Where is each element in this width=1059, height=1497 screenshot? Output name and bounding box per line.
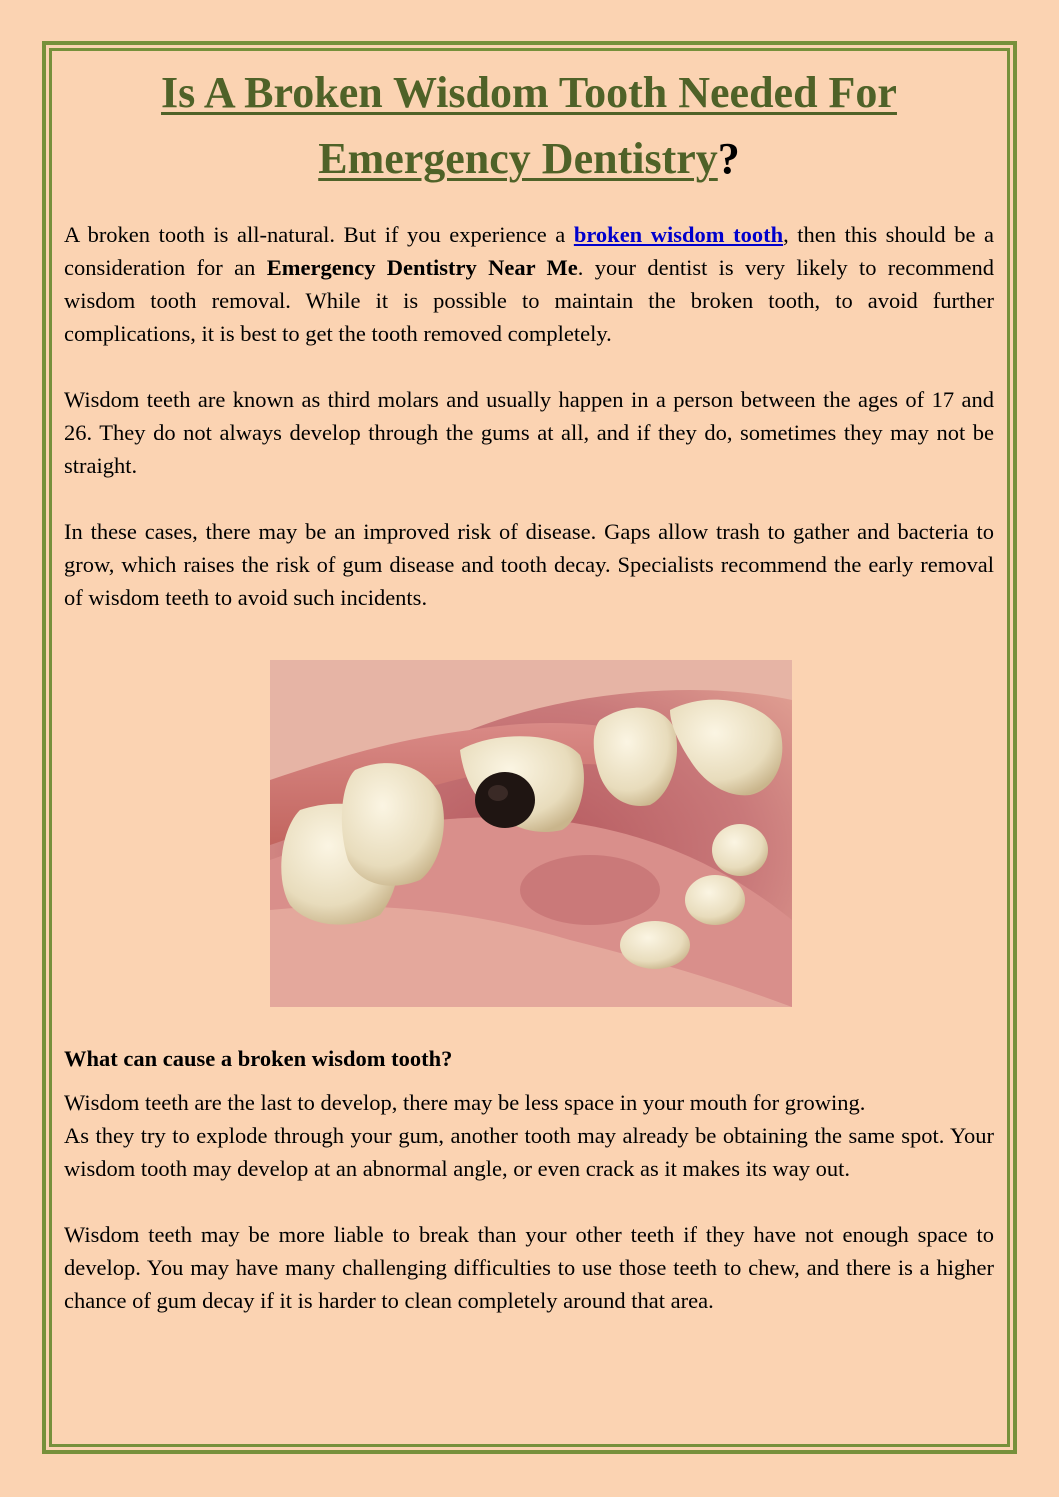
broken-tooth-photo — [270, 660, 792, 1007]
broken-wisdom-tooth-link[interactable]: broken wisdom tooth — [573, 222, 784, 247]
intro-text-middle: , then this should be a consideration for an — [64, 222, 994, 280]
broken-tooth-photo-icon — [270, 660, 792, 1007]
paragraph-develop-rest: As they try to explode through your gum, another tooth may already be obtaining the same spot. Your wisdom tooth may develop at an abnormal angle, or even crack as it makes its way out. — [64, 1123, 994, 1181]
section-heading: What can cause a broken wisdom tooth? — [64, 1046, 453, 1071]
title-line-2: Emergency Dentistry — [318, 134, 718, 183]
paragraph-wisdom-teeth: Wisdom teeth are known as third molars and usually happen in a person between the ages of 17 and 26. They do not always develop through the gums at all, and if they do, sometimes they may not be straight. — [64, 387, 994, 478]
intro-text-start: A broken tooth is all-natural. But if you experience a — [64, 222, 574, 247]
title-line-1: Is A Broken Wisdom Tooth Needed For — [161, 68, 897, 117]
paragraph-risk: In these cases, there may be an improved risk of disease. Gaps allow trash to gather and bacteria to grow, which raises the risk of gum disease and tooth decay. Specialists recommend the early removal of wisdom teeth to avoid such incidents. — [64, 519, 994, 610]
paragraph-liable-to-break: Wisdom teeth may be more liable to break than your other teeth if they have not enough space to develop. You may have many challenging difficulties to use those teeth to chew, and there is a higher chance of gum decay if it is harder to clean completely around that area. — [64, 1222, 994, 1313]
article-continued — [64, 1086, 994, 1317]
page-title — [64, 60, 994, 192]
emergency-dentistry-bold: Emergency Dentistry Near Me — [266, 255, 578, 280]
article — [64, 60, 994, 614]
paragraph-develop-line1: Wisdom teeth are the last to develop, there may be less space in your mouth for growing. — [64, 1090, 866, 1115]
intro-text-end: . your dentist is very likely to recommend wisdom tooth removal. While it is possible to maintain the broken tooth, to avoid further complications, it is best to get the tooth removed completely. — [64, 255, 995, 346]
title-question-mark: ? — [717, 134, 740, 183]
intro-paragraph — [64, 218, 994, 350]
